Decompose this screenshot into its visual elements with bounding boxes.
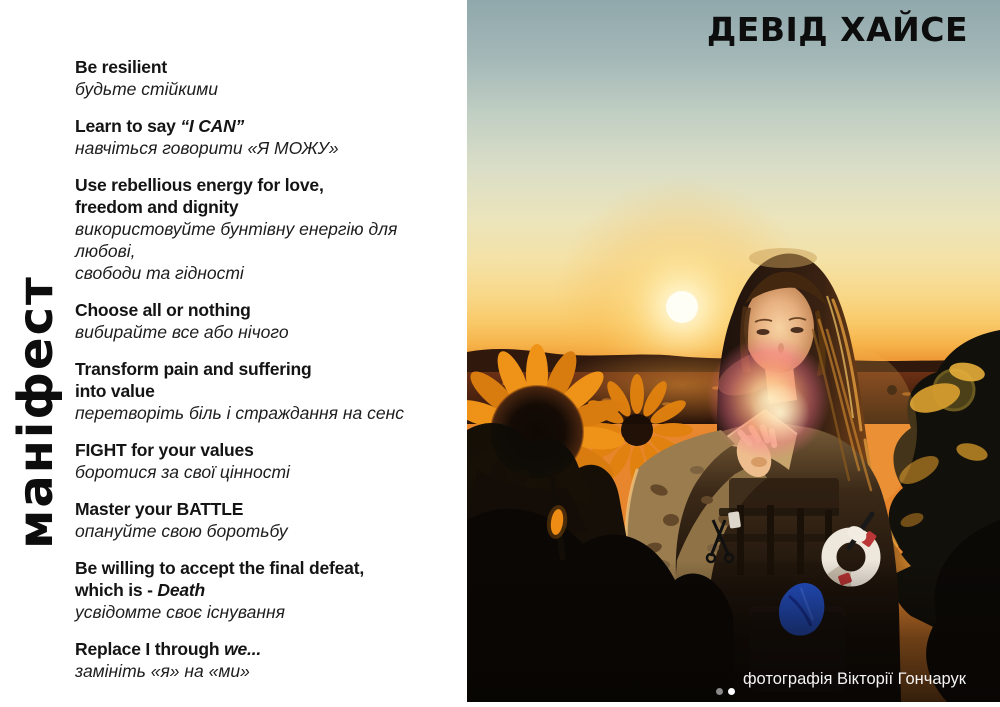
photo-credit: фотографія Вікторії Гончарук xyxy=(742,670,966,688)
manifesto-item xyxy=(75,557,460,623)
manifesto-item xyxy=(75,358,460,424)
carousel-dot-inactive xyxy=(716,688,723,695)
manifesto-en-line: freedom and dignity xyxy=(75,197,239,217)
vertical-title: маніфест xyxy=(8,275,64,549)
manifesto-uk-line: замініть «я» на «ми» xyxy=(75,661,250,681)
photo-title: ДЕВІД ХАЙСЕ xyxy=(706,10,968,49)
manifesto-list xyxy=(75,56,460,697)
manifesto-en-line: Replace I through we... xyxy=(75,639,261,659)
manifesto-en-line: Learn to say “I CAN” xyxy=(75,116,245,136)
photo-illustration xyxy=(467,0,1000,702)
manifesto-en-line: Use rebellious energy for love, xyxy=(75,175,324,195)
manifesto-item xyxy=(75,439,460,483)
manifesto-en-line: Transform pain and suffering xyxy=(75,359,312,379)
manifesto-uk-line: опануйте свою боротьбу xyxy=(75,521,288,541)
manifesto-item xyxy=(75,498,460,542)
photo-panel xyxy=(467,0,1000,702)
manifesto-uk-line: боротися за свої цінності xyxy=(75,462,290,482)
manifesto-en-line: FIGHT for your values xyxy=(75,440,254,460)
manifesto-item xyxy=(75,638,460,682)
manifesto-uk-line: свободи та гідності xyxy=(75,263,244,283)
manifesto-uk-line: будьте стійкими xyxy=(75,79,218,99)
carousel-dot-active xyxy=(728,688,735,695)
manifesto-en-line: Be resilient xyxy=(75,57,167,77)
manifesto-item xyxy=(75,174,460,284)
carousel-dots xyxy=(716,688,735,695)
manifesto-uk-line: перетворіть біль і страждання на сенс xyxy=(75,403,404,423)
manifesto-uk-line: навчіться говорити «Я МОЖУ» xyxy=(75,138,339,158)
manifesto-en-line: Be willing to accept the final defeat, xyxy=(75,558,364,578)
manifesto-item xyxy=(75,115,460,159)
manifesto-en-line: Master your BATTLE xyxy=(75,499,244,519)
manifesto-uk-line: усвідомте своє існування xyxy=(75,602,285,622)
manifesto-uk-line: використовуйте бунтівну енергію для любові, xyxy=(75,219,398,261)
manifesto-item xyxy=(75,56,460,100)
manifesto-en-line: into value xyxy=(75,381,155,401)
manifesto-en-line: which is - Death xyxy=(75,580,206,600)
manifesto-en-line: Choose all or nothing xyxy=(75,300,251,320)
manifesto-uk-line: вибирайте все або нічого xyxy=(75,322,289,342)
photo-sun xyxy=(666,291,698,323)
manifesto-item xyxy=(75,299,460,343)
